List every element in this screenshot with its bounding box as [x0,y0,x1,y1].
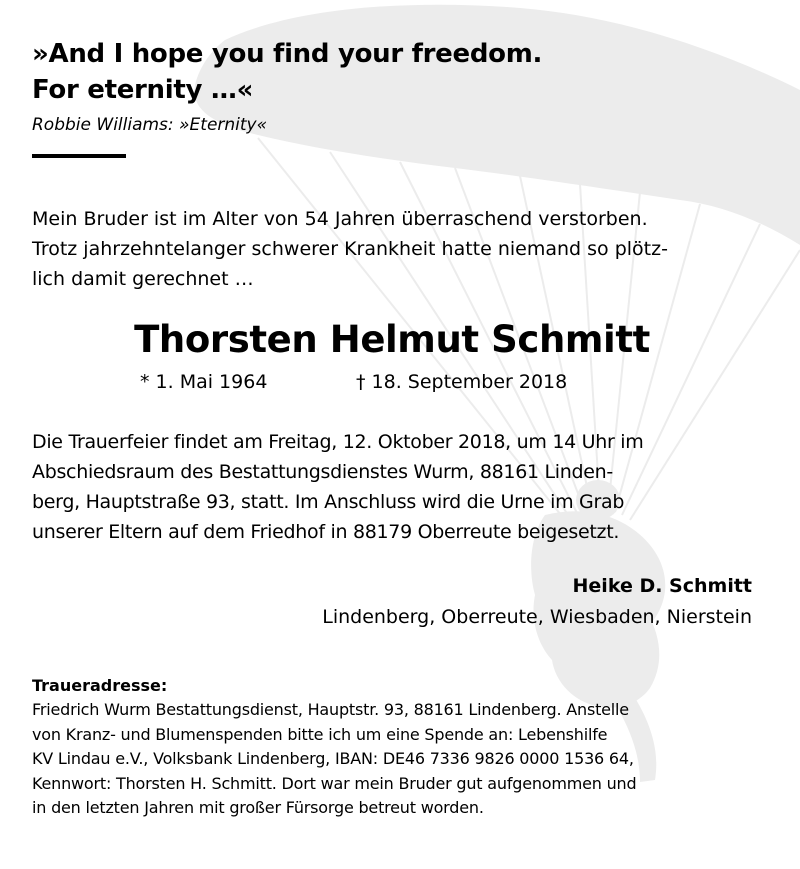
ceremony-line: unserer Eltern auf dem Friedhof in 88179 Oberreute beigesetzt. [32,521,620,543]
address-line: von Kranz- und Blumenspenden bitte ich um eine Spende an: Lebenshilfe [32,724,608,744]
quote-line-2: For eternity …« [32,75,254,105]
ceremony-line: Abschiedsraum des Bestattungsdienstes Wurm, 88161 Linden- [32,461,613,483]
address-text [32,698,636,821]
quote-line-1: »And I hope you find your freedom. [32,39,543,69]
ceremony-line: berg, Hauptstraße 93, statt. Im Anschluss wird die Urne im Grab [32,491,625,513]
ceremony-line: Die Trauerfeier findet am Freitag, 12. Oktober 2018, um 14 Uhr im [32,431,644,453]
divider [32,154,126,158]
quote-attribution: Robbie Williams: »Eternity« [32,115,268,135]
death-date: † 18. September 2018 [356,371,568,393]
quote [32,36,542,108]
intro-text [32,204,668,294]
deceased-name: Thorsten Helmut Schmitt [134,318,650,361]
intro-line: Trotz jahrzehntelanger schwerer Krankheit hatte niemand so plötz- [32,238,668,260]
signature-name: Heike D. Schmitt [572,575,752,597]
address-line: Friedrich Wurm Bestattungsdienst, Hauptstr. 93, 88161 Lindenberg. Anstelle [32,700,629,719]
ceremony-text [32,427,643,547]
birth-date: * 1. Mai 1964 [140,371,268,393]
address-line: Kennwort: Thorsten H. Schmitt. Dort war mein Bruder gut aufgenommen und [32,773,637,793]
intro-line: lich damit gerechnet … [32,268,254,290]
intro-line: Mein Bruder ist im Alter von 54 Jahren überraschend verstorben. [32,208,648,230]
address-line: KV Lindau e.V., Volksbank Lindenberg, IBAN: DE46 7336 9826 0000 1536 64, [32,749,634,768]
address-heading: Traueradresse: [32,676,168,695]
address-line: in den letzten Jahren mit großer Fürsorge betreut worden. [32,798,484,817]
signature-places: Lindenberg, Oberreute, Wiesbaden, Nierstein [322,606,752,628]
